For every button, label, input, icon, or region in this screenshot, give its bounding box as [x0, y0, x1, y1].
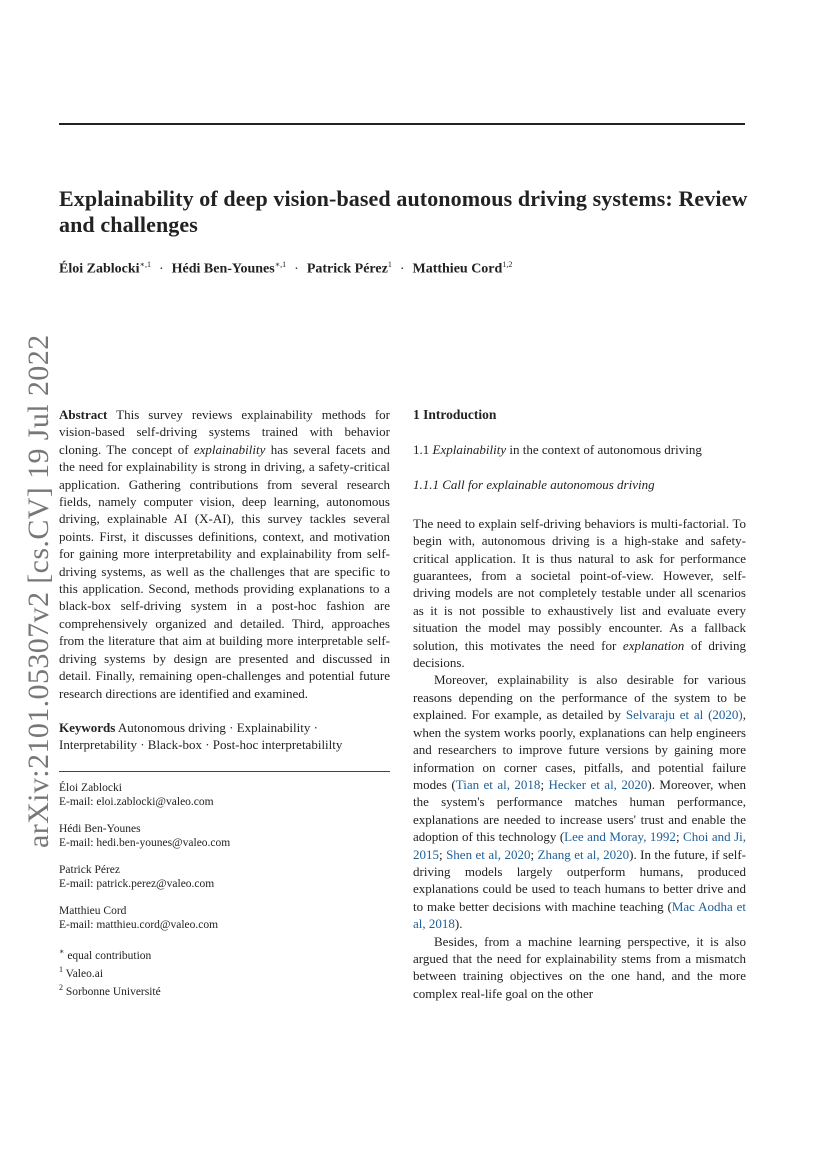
contact-name: Matthieu Cord	[59, 904, 127, 917]
arxiv-identifier: arXiv:2101.05307v2 [cs.CV] 19 Jul 2022	[22, 334, 55, 848]
paragraph-text: ).	[454, 916, 463, 932]
contact-name: Hédi Ben-Younes	[59, 822, 141, 835]
footnote-mark: 2	[59, 983, 63, 993]
abstract-label: Abstract	[59, 407, 108, 422]
footnote-text: equal contribution	[67, 949, 152, 962]
paper-title: Explainability of deep vision-based autonomous driving systems: Review and challenges	[59, 186, 748, 237]
author-name: Matthieu Cord	[412, 261, 503, 277]
contact-block	[59, 781, 390, 809]
citation-link[interactable]: Zhang et al, 2020	[537, 846, 630, 862]
paragraph	[413, 671, 746, 932]
footnote	[59, 945, 390, 963]
citation-link[interactable]: Shen et al, 2020	[446, 846, 531, 862]
footnote	[59, 981, 390, 999]
contact-block	[59, 822, 390, 850]
paragraph-text: of driving decisions.	[413, 637, 746, 671]
paragraph-text: ). Moreover, when the system's performance matches human performance, explanations are needed to increase users' trust and enable the adoption of this technology (	[413, 776, 746, 845]
paragraph: Besides, from a machine learning perspective, it is also argued that the need for explainability stems from a mismatch between training objectives on the one hand, and the more complex real-life goal on the other	[413, 933, 746, 1001]
author-name: Patrick Pérez	[306, 261, 388, 277]
subsection-text: in the context of autonomous driving	[506, 442, 702, 458]
paragraph-text: , when the system works poorly, explanations can help engineers and researchers to improve future versions by gaining more information on corner cases, pitfalls, and potential failure modes (	[413, 707, 746, 792]
subsection-number: 1.1	[413, 442, 433, 458]
footnote-rule	[59, 771, 390, 772]
paragraph	[413, 515, 746, 672]
citation-link[interactable]: Hecker et al, 2020	[548, 776, 648, 792]
footnote-mark: 1	[59, 965, 63, 975]
contact-block	[59, 904, 390, 932]
citation-link[interactable]: Mac Aodha et al, 2018	[413, 898, 747, 932]
contact-email: E-mail: hedi.ben-younes@valeo.com	[59, 836, 231, 849]
contact-name: Éloi Zablocki	[59, 781, 122, 794]
section-heading: 1 Introduction	[413, 407, 497, 422]
right-column	[413, 406, 746, 1002]
author-separator: ·	[158, 261, 164, 277]
contact-block	[59, 863, 390, 891]
author-separator: ·	[399, 261, 405, 277]
author-affiliation: ∗,1	[274, 260, 287, 269]
footnote-text: Sorbonne Université	[65, 986, 161, 999]
left-column	[59, 406, 390, 1000]
footnotes	[59, 945, 390, 1000]
paragraph-text: ;	[675, 829, 684, 845]
author-list	[59, 260, 512, 278]
paragraph-text: Moreover, explainability is also desirable for various reasons depending on the performance of the system to be explained. For example, as detailed by	[413, 672, 746, 723]
contact-email: E-mail: matthieu.cord@valeo.com	[59, 918, 219, 931]
citation-link[interactable]: Lee and Moray, 1992	[564, 829, 676, 845]
footnote	[59, 963, 390, 981]
paragraph-emphasis: explanation	[622, 637, 685, 653]
abstract-text: has several facets and the need for explainability is strong in driving, a safety-critical application. Gathering contributions from several research fields, namely computer vision, deep learning, autonomous driving, explainable AI (X-AI), this survey tackles several points. First, it discusses definitions, context, and motivation for gaining more interpretability and explainability from self-driving systems, as well as the challenges that are specific to this application. Second, methods providing explanations to a black-box self-driving system in a post-hoc fashion are comprehensively organized and detailed. Third, approaches from the literature that aim at building more interpretable self-driving systems by design are presented and discussed in detail. Finally, remaining open-challenges and potential future research directions are identified and examined.	[59, 441, 390, 701]
author-affiliation: 1	[387, 260, 392, 269]
paragraph-text: ;	[439, 846, 447, 862]
abstract	[59, 406, 390, 702]
contact-email: E-mail: eloi.zablocki@valeo.com	[59, 795, 214, 808]
contact-name: Patrick Pérez	[59, 863, 120, 876]
citation-link[interactable]: Tian et al, 2018	[455, 776, 541, 792]
subsection-heading	[413, 441, 746, 458]
subsubsection-heading: 1.1.1 Call for explainable autonomous driving	[413, 477, 655, 493]
header-rule	[59, 123, 745, 125]
contact-email: E-mail: patrick.perez@valeo.com	[59, 877, 215, 890]
keywords-text: Autonomous driving · Explainability · Interpretability · Black-box · Post-hoc interpretabililty	[59, 719, 343, 753]
author-name: Éloi Zablocki	[59, 261, 140, 277]
keywords-label: Keywords	[59, 719, 116, 735]
citation-link[interactable]: Selvaraju et al (2020)	[625, 707, 743, 723]
keywords	[59, 719, 390, 754]
paragraph-text: ;	[540, 776, 549, 792]
paragraph-text: ). In the future, if self-driving models largely outperform humans, produced explanations could be used to teach humans to better drive and to make better decisions with machine teaching (	[413, 846, 747, 914]
footnote-mark: ∗	[59, 946, 65, 956]
paragraph-text: The need to explain self-driving behaviors is multi-factorial. To begin with, autonomous driving is a high-stake and safety-critical application. It is thus natural to ask for performance guarantees, from a societal point-of-view. However, self-driving models are not completely testable under all scenarios as it is not possible to exhaustively list and evaluate every situation the model may possibly encounter. As a fallback solution, this motivates the need for	[413, 515, 746, 653]
author-affiliation: 1,2	[502, 260, 513, 269]
abstract-text: This survey reviews explainability methods for vision-based self-driving systems trained with behavior cloning. The concept of	[59, 407, 391, 457]
subsection-emphasis: Explainability	[432, 442, 507, 458]
paragraph-text: ;	[530, 846, 538, 862]
author-name: Hédi Ben-Younes	[171, 261, 275, 277]
citation-link[interactable]: Choi and Ji, 2015	[413, 829, 746, 862]
author-separator: ·	[294, 261, 299, 277]
footnote-text: Valeo.ai	[65, 967, 104, 980]
abstract-emphasis: explainability	[193, 441, 266, 457]
author-affiliation: ∗,1	[139, 260, 151, 269]
